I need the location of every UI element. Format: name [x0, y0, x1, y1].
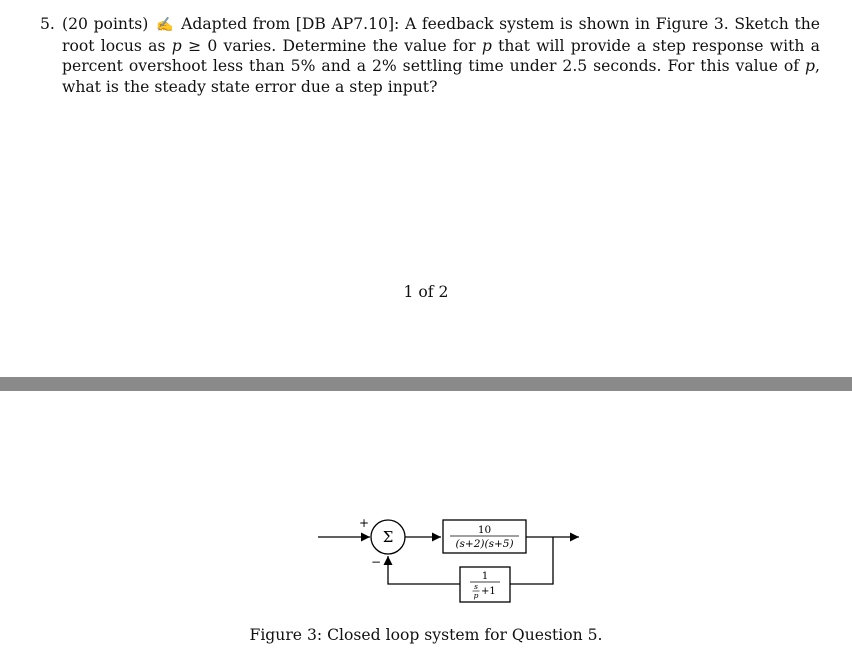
feedback-return-line [388, 556, 460, 584]
forward-numerator: 10 [477, 524, 492, 536]
variable-p: p [805, 57, 816, 75]
writing-hand-icon: ✍ [156, 17, 174, 33]
feedback-inner-denominator: p [473, 591, 479, 600]
block-diagram [300, 500, 600, 610]
problem-middle: that will provide a step response with a percent overshoot less than 5% and a 2% settling time under 2.5 seconds. For this value of [62, 36, 820, 75]
feedback-numerator: 1 [481, 571, 489, 582]
problem-end: , what is the steady state error due a step input? [62, 57, 820, 96]
problem-5 [40, 14, 820, 97]
points-label: (20 points) [62, 15, 149, 33]
problem-condition: ≥ 0 varies. Determine the value for [188, 36, 476, 55]
page-break-bar [0, 377, 852, 391]
problem-text [62, 14, 820, 97]
page-number: 1 of 2 [403, 283, 449, 301]
problem-intro: Adapted from [DB AP7.10]: A feedback system is shown in Figure 3. Sketch the root locus as [62, 15, 820, 55]
forward-denominator: (s+2)(s+5) [455, 538, 514, 550]
figure-caption: Figure 3: Closed loop system for Question 5. [249, 626, 603, 644]
minus-sign: − [370, 555, 382, 569]
feedback-denominator-rest: +1 [481, 586, 496, 597]
problem-number: 5. [40, 15, 55, 33]
sum-symbol: Σ [382, 528, 394, 546]
variable-p: p [481, 36, 492, 55]
feedback-inner-numerator: s [474, 582, 478, 591]
plus-sign: + [358, 516, 370, 530]
variable-p: p [171, 36, 182, 55]
